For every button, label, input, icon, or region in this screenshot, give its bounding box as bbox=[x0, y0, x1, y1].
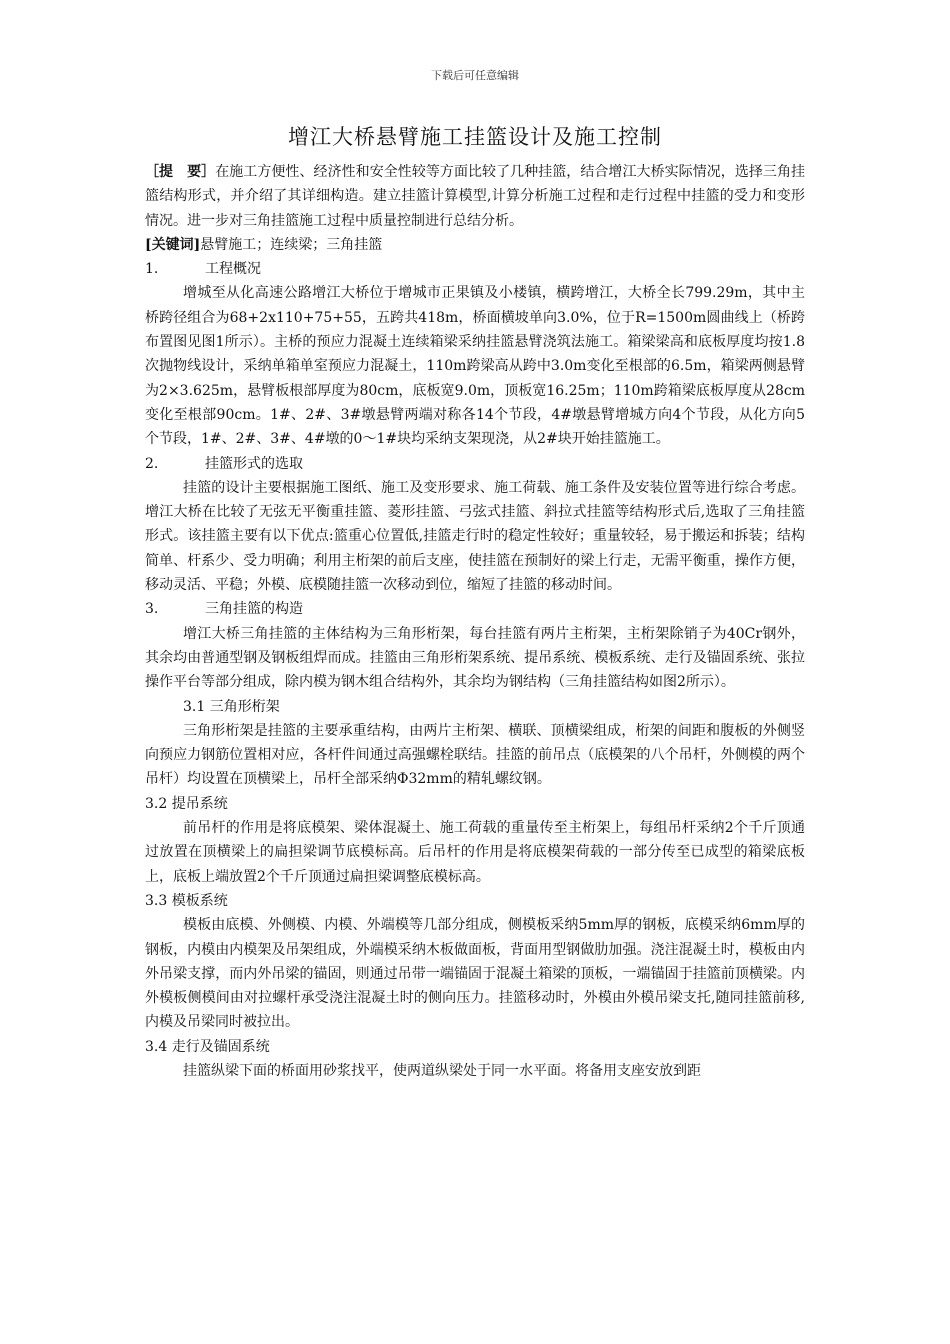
section-3-number: 3. bbox=[145, 601, 159, 618]
section-1-number: 1. bbox=[145, 261, 159, 278]
header-note: 下载后可任意编辑 bbox=[431, 69, 519, 82]
abstract bbox=[145, 160, 805, 233]
section-3-3-heading: 3.3 模板系统 bbox=[145, 892, 228, 909]
section-3-1-paragraph: 三角形桁架是挂篮的主要承重结构，由两片主桁架、横联、顶横梁组成，桁架的间距和腹板的外侧竖向预应力钢筋位置相对应，各杆件间通过高强螺栓联结。挂篮的前吊点（底模架的八个吊杆，外侧模的两个吊杆）均设置在顶横梁上，吊杆全部采纳Φ32mm的精轧螺纹钢。 bbox=[145, 722, 805, 788]
section-3-1-heading: 3.1 三角形桁架 bbox=[183, 698, 280, 715]
section-3-2-paragraph: 前吊杆的作用是将底模架、梁体混凝土、施工荷载的重量传至主桁架上，每组吊杆采纳2个千斤顶通过放置在顶横梁上的扁担梁调节底模标高。后吊杆的作用是将底模架荷载的一部分传至已成型的箱梁底板上，底板上端放置2个千斤顶通过扁担梁调整底模标高。 bbox=[145, 820, 805, 885]
section-1-paragraph: 增城至从化高速公路增江大桥位于增城市正果镇及小楼镇，横跨增江，大桥全长799.29m，其中主桥跨径组合为68+2x110+75+55，五跨共418m，桥面横坡单向3.0%，位于R=1500m圆曲线上（桥跨布置图见图1所示）。主桥的预应力混凝土连续箱梁采纳挂篮悬臂浇筑法施工。箱梁梁高和底板厚度均按1.8次抛物线设计，采纳单箱单室预应力混凝土，110m跨梁高从跨中3.0m变化至根部的6.5m，箱梁两侧悬臂为2×3.625m，悬臂板根部厚度为80cm，底板宽9.0m，顶板宽16.25m；110m跨箱梁底板厚度从28cm变化至根部90cm。1#、2#、3#墩悬臂两端对称各14个节段，4#墩悬臂增城方向4个节段，从化方向5个节段，1#、2#、3#、4#墩的0～1#块均采纳支架现浇，从2#块开始挂篮施工。 bbox=[145, 285, 805, 448]
section-2-paragraph: 挂篮的设计主要根据施工图纸、施工及变形要求、施工荷载、施工条件及安装位置等进行综合考虑。增江大桥在比较了无弦无平衡重挂篮、菱形挂篮、弓弦式挂篮、斜拉式挂篮等结构形式后,选取了三角挂篮形式。该挂篮主要有以下优点:篮重心位置低,挂篮走行时的稳定性较好；重量较轻，易于搬运和拆装；结构简单、杆系少、受力明确；利用主桁架的前后支座，使挂篮在预制好的梁上行走，无需平衡重，操作方便，移动灵活、平稳；外模、底模随挂篮一次移动到位，缩短了挂篮的移动时间。 bbox=[145, 479, 805, 594]
section-3-paragraph: 增江大桥三角挂篮的主体结构为三角形桁架，每台挂篮有两片主桁架，主桁架除销子为40Cr钢外，其余均由普通型钢及钢板组焊而成。挂篮由三角形桁架系统、提吊系统、模板系统、走行及锚固系统、张拉操作平台等部分组成，除内模为钢木组合结构外，其余均为钢结构（三角挂篮结构如图2所示）。 bbox=[145, 625, 805, 691]
section-2-title: 挂篮形式的选取 bbox=[205, 455, 303, 472]
abstract-label: ［提 要］ bbox=[145, 164, 216, 180]
abstract-text: 在施工方便性、经济性和安全性较等方面比较了几种挂篮，结合增江大桥实际情况，选择三角挂篮结构形式，并介绍了其详细构造。建立挂篮计算模型,计算分析施工过程和走行过程中挂篮的受力和变形情况。进一步对三角挂篮施工过程中质量控制进行总结分析。 bbox=[145, 164, 805, 229]
section-3-4-heading: 3.4 走行及锚固系统 bbox=[145, 1038, 270, 1055]
keywords bbox=[145, 233, 805, 257]
section-3-4-paragraph: 挂篮纵梁下面的桥面用砂浆找平，使两道纵梁处于同一水平面。将备用支座安放到距 bbox=[183, 1062, 701, 1079]
keywords-text: 悬臂施工；连续梁；三角挂篮 bbox=[200, 236, 383, 253]
section-3-title: 三角挂篮的构造 bbox=[205, 601, 303, 618]
document-title: 增江大桥悬臂施工挂篮设计及施工控制 bbox=[288, 125, 662, 149]
section-2-number: 2. bbox=[145, 455, 159, 472]
section-2-heading bbox=[145, 452, 805, 476]
section-3-3-paragraph: 模板由底模、外侧模、内模、外端模等几部分组成，侧模板采纳5mm厚的钢板，底模采纳6mm厚的钢板，内模由内模架及吊架组成，外端模采纳木板做面板，背面用型钢做肋加强。浇注混凝土时，模板由内外吊梁支撑，而内外吊梁的锚固，则通过吊带一端锚固于混凝土箱梁的顶板，一端锚固于挂篮前顶横梁。内外模板侧模间由对拉螺杆承受浇注混凝土时的侧向压力。挂篮移动时，外模由外模吊梁支托,随同挂篮前移,内模及吊梁同时被拉出。 bbox=[145, 917, 805, 1031]
section-3-heading bbox=[145, 597, 805, 621]
document-body bbox=[145, 160, 805, 1083]
keywords-label: [关键词] bbox=[145, 236, 201, 253]
section-1-heading bbox=[145, 257, 805, 281]
section-1-title: 工程概况 bbox=[205, 261, 261, 278]
section-3-2-heading: 3.2 提吊系统 bbox=[145, 795, 228, 812]
